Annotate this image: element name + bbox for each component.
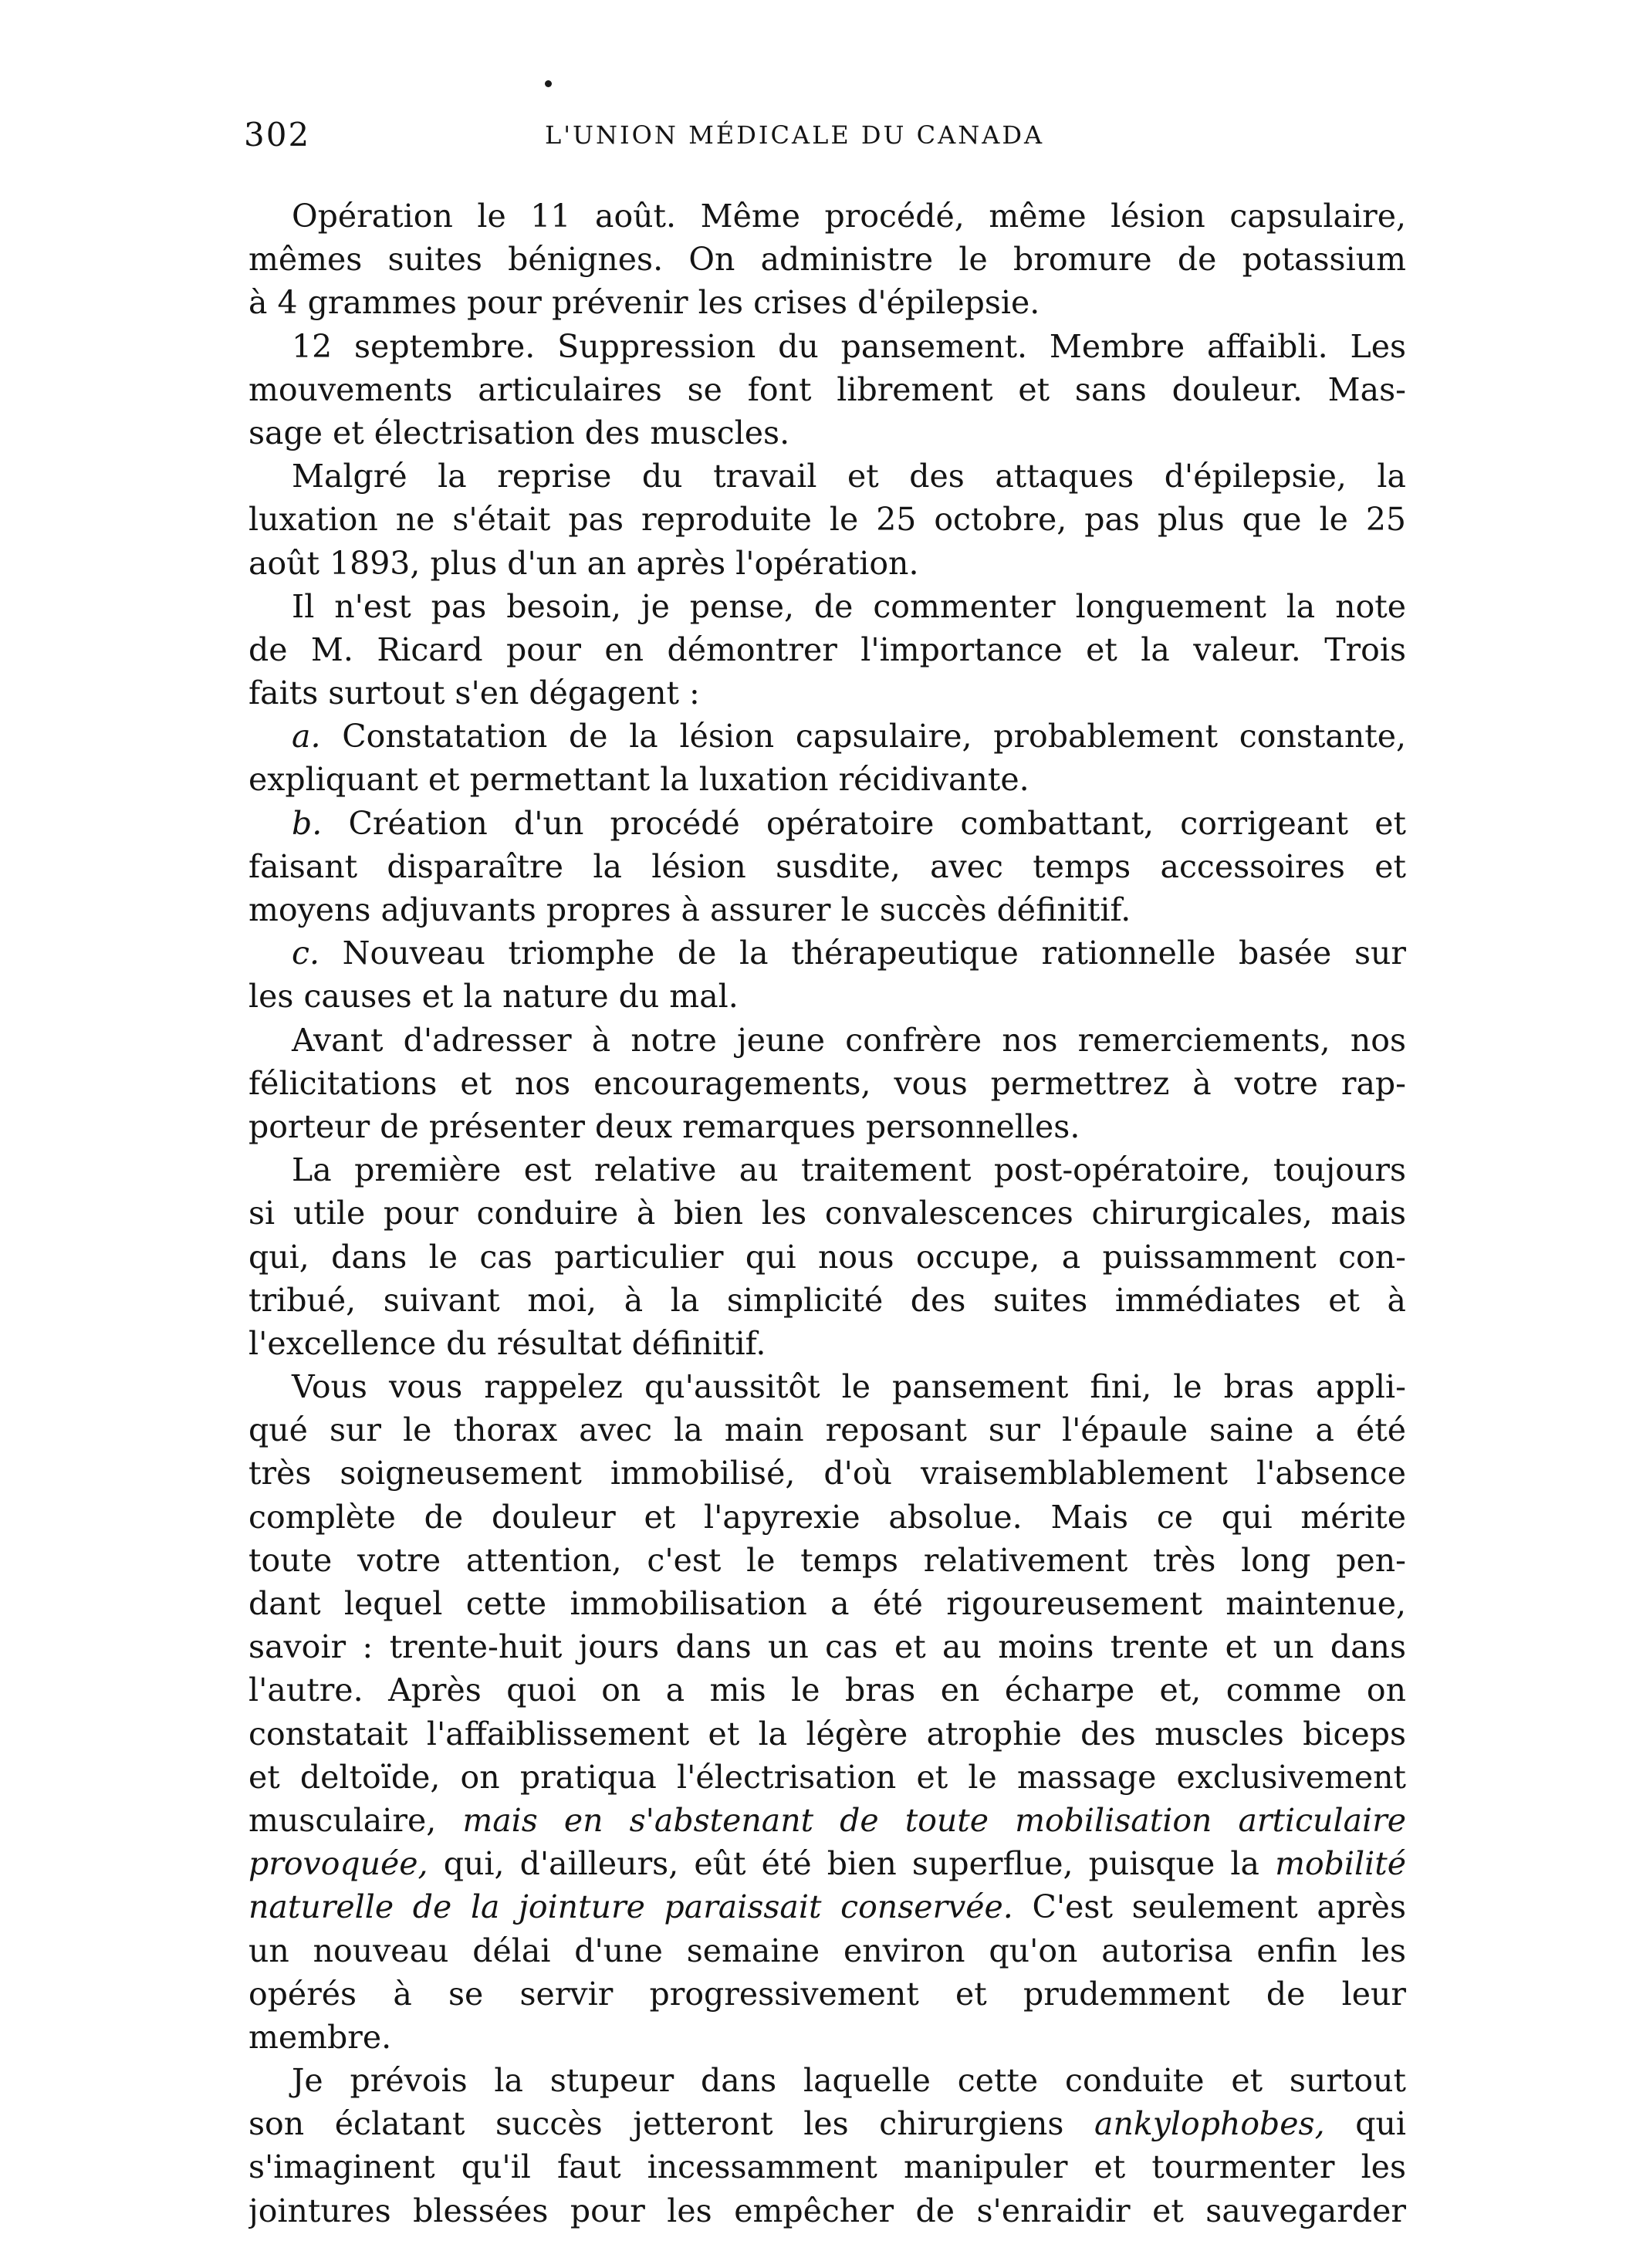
text-line: s'imaginent qu'il faut incessamment manipuler et tourmenter les xyxy=(248,2148,1406,2186)
text-line: mouvements articulaires se font librement et sans douleur. Mas- xyxy=(248,370,1406,408)
text-line: mêmes suites bénignes. On administre le bromure de potassium xyxy=(248,241,1406,279)
text-line: 12 septembre. Suppression du pansement. Membre affaibli. Les xyxy=(292,327,1406,365)
text-line: jointures blessées pour les empêcher de s'enraidir et sauvegarder xyxy=(248,2192,1406,2229)
text-line: un nouveau délai d'une semaine environ qu'on autorisa enfin les xyxy=(248,1932,1406,1969)
text-line: Vous vous rappelez qu'aussitôt le pansement fini, le bras appli- xyxy=(292,1368,1406,1406)
text-line: très soigneusement immobilisé, d'où vraisemblablement l'absence xyxy=(248,1455,1406,1492)
text-line: l'autre. Après quoi on a mis le bras en écharpe et, comme on xyxy=(248,1671,1406,1709)
text-line: son éclatant succès jetteront les chirurgiens ankylophobes, qui xyxy=(248,2105,1406,2143)
text-line: août 1893, plus d'un an après l'opération. xyxy=(248,544,919,582)
text-line: naturelle de la jointure paraissait conservée. C'est seulement après xyxy=(248,1888,1406,1926)
text-line: expliquant et permettant la luxation récidivante. xyxy=(248,761,1029,799)
ink-dot xyxy=(545,80,552,87)
text-line: qué sur le thorax avec la main reposant sur l'épaule saine a été xyxy=(248,1411,1406,1449)
text-line: dant lequel cette immobilisation a été rigoureusement maintenue, xyxy=(248,1585,1406,1622)
text-line: félicitations et nos encouragements, vous permettrez à votre rap- xyxy=(248,1064,1406,1102)
text-line: Avant d'adresser à notre jeune confrère nos remerciements, nos xyxy=(292,1021,1406,1059)
page-number: 302 xyxy=(244,116,311,154)
text-line: faisant disparaître la lésion susdite, avec temps accessoires et xyxy=(248,847,1406,885)
text-line: b. Création d'un procédé opératoire combattant, corrigeant et xyxy=(292,804,1406,842)
text-line: opérés à se servir progressivement et prudemment de leur xyxy=(248,1975,1406,2013)
text-line: si utile pour conduire à bien les convalescences chirurgicales, mais xyxy=(248,1195,1406,1232)
text-line: savoir : trente-huit jours dans un cas et au moins trente et un dans xyxy=(248,1628,1406,1666)
text-line: membre. xyxy=(248,2018,392,2056)
running-title: L'UNION MÉDICALE DU CANADA xyxy=(545,120,1045,150)
text-line: l'excellence du résultat définitif. xyxy=(248,1324,766,1362)
text-line: constatait l'affaiblissement et la légère atrophie des muscles biceps xyxy=(248,1715,1406,1753)
text-line: tribué, suivant moi, à la simplicité des suites immédiates et à xyxy=(248,1281,1406,1319)
text-line: c. Nouveau triomphe de la thérapeutique rationnelle basée sur xyxy=(292,935,1406,972)
text-line: faits surtout s'en dégagent : xyxy=(248,674,700,712)
text-line: Il n'est pas besoin, je pense, de commenter longuement la note xyxy=(292,587,1406,625)
text-line: Malgré la reprise du travail et des attaques d'épilepsie, la xyxy=(292,458,1406,495)
page-header xyxy=(244,116,1401,170)
body-text xyxy=(248,194,1406,2233)
text-line: luxation ne s'était pas reproduite le 25 octobre, pas plus que le 25 xyxy=(248,501,1406,539)
text-line: qui, dans le cas particulier qui nous occupe, a puissamment con- xyxy=(248,1238,1406,1276)
text-line: La première est relative au traitement post-opératoire, toujours xyxy=(292,1151,1406,1189)
text-line: les causes et la nature du mal. xyxy=(248,978,739,1016)
text-line: moyens adjuvants propres à assurer le succès définitif. xyxy=(248,891,1131,928)
text-line: à 4 grammes pour prévenir les crises d'épilepsie. xyxy=(248,284,1040,322)
text-line: musculaire, mais en s'abstenant de toute mobilisation articulaire xyxy=(248,1801,1406,1839)
text-line: sage et électrisation des muscles. xyxy=(248,414,790,451)
text-line: Opération le 11 août. Même procédé, même lésion capsulaire, xyxy=(292,198,1406,235)
text-line: a. Constatation de la lésion capsulaire, probablement constante, xyxy=(292,718,1406,755)
text-line: toute votre attention, c'est le temps relativement très long pen- xyxy=(248,1541,1406,1579)
text-line: et deltoïde, on pratiqua l'électrisation et le massage exclusivement xyxy=(248,1758,1406,1796)
text-line: de M. Ricard pour en démontrer l'importance et la valeur. Trois xyxy=(248,630,1406,668)
text-line: porteur de présenter deux remarques personnelles. xyxy=(248,1107,1080,1145)
text-line: provoquée, qui, d'ailleurs, eût été bien superflue, puisque la mobilité xyxy=(248,1845,1406,1883)
text-line: Je prévois la stupeur dans laquelle cette conduite et surtout xyxy=(292,2062,1406,2100)
text-line: complète de douleur et l'apyrexie absolue. Mais ce qui mérite xyxy=(248,1498,1406,1536)
